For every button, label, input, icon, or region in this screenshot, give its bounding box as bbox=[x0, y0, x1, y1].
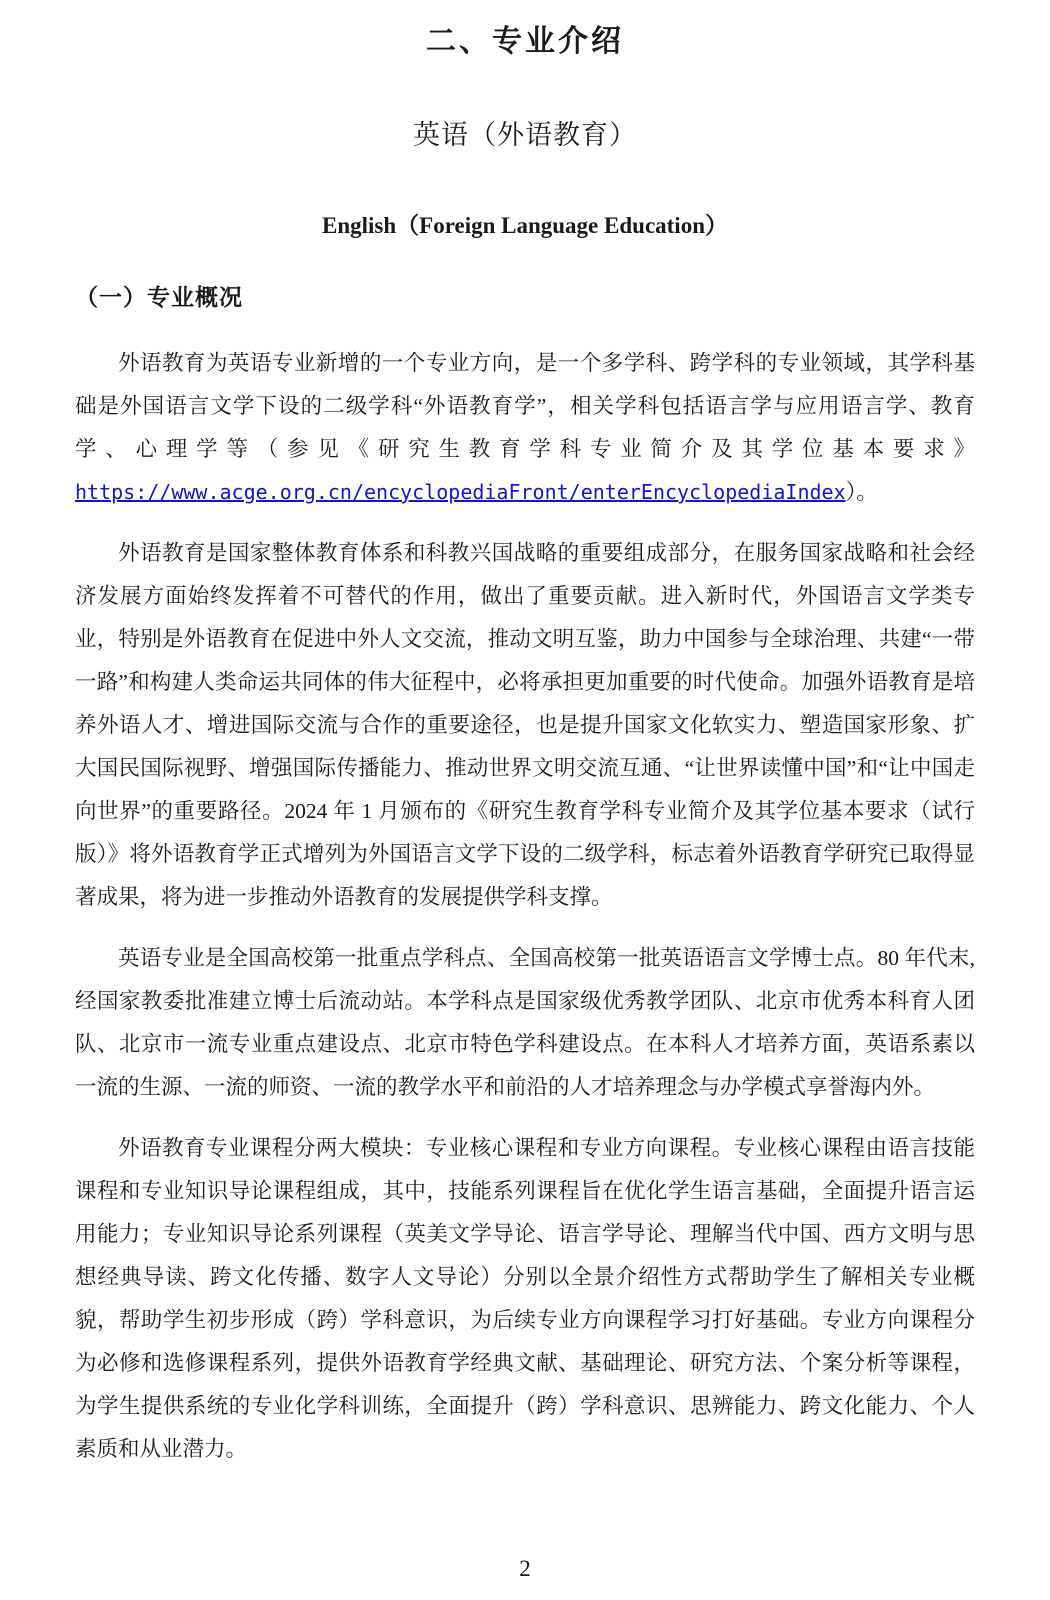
section-heading: （一）专业概况 bbox=[75, 284, 243, 310]
doc-subtitle: 英语（外语教育） bbox=[413, 120, 637, 150]
paragraph-overview-text: 外语教育为英语专业新增的一个专业方向，是一个多学科、跨学科的专业领域，其学科基础是外国语言文学下设的二级学科“外语教育学”，相关学科包括语言学与应用语言学、教育学、心理学等（参见《研究生教育学科专业简介及其学位基本要求》 bbox=[75, 351, 975, 461]
doc-subtitle-en: English（Foreign Language Education） bbox=[322, 213, 728, 238]
doc-title: 二、专业介绍 bbox=[426, 25, 624, 58]
paragraph-program-history: 英语专业是全国高校第一批重点学科点、全国高校第一批英语语言文学博士点。80 年代末,经国家教委批准建立博士后流动站。本学科点是国家级优秀教学团队、北京市优秀本科育人团队、北京市一流专业重点建设点、北京市特色学科建设点。在本科人才培养方面，英语系素以一流的生源、一流的师资、一流的教学水平和前沿的人才培养理念与办学模式享誉海内外。 bbox=[75, 946, 975, 1099]
page-number: 2 bbox=[519, 1556, 531, 1581]
encyclopedia-link[interactable]: https://www.acge.org.cn/encyclopediaFront/enterEncyclopediaIndex bbox=[75, 480, 846, 504]
paragraph-overview bbox=[75, 342, 975, 514]
page-footer bbox=[0, 1556, 1050, 1582]
paragraph-national-strategy: 外语教育是国家整体教育体系和科教兴国战略的重要组成部分，在服务国家战略和社会经济发展方面始终发挥着不可替代的作用，做出了重要贡献。进入新时代，外国语言文学类专业，特别是外语教育在促进中外人文交流，推动文明互鉴，助力中国参与全球治理、共建“一带一路”和构建人类命运共同体的伟大征程中，必将承担更加重要的时代使命。加强外语教育是培养外语人才、增进国际交流与合作的重要途径，也是提升国家文化软实力、塑造国家形象、扩大国民国际视野、增强国际传播能力、推动世界文明交流互通、“让世界读懂中国”和“让中国走向世界”的重要路径。2024 年 1 月颁布的《研究生教育学科专业简介及其学位基本要求（试行版）》将外语教育学正式增列为外国语言文学下设的二级学科，标志着外语教育学研究已取得显著成果，将为进一步推动外语教育的发展提供学科支撑。 bbox=[75, 541, 975, 909]
body-copy bbox=[75, 342, 975, 1471]
paragraph-overview-closing: ）。 bbox=[845, 480, 878, 504]
paragraph-curriculum: 外语教育专业课程分两大模块：专业核心课程和专业方向课程。专业核心课程由语言技能课程和专业知识导论课程组成，其中，技能系列课程旨在优化学生语言基础，全面提升语言运用能力；专业知识导论系列课程（英美文学导论、语言学导论、理解当代中国、西方文明与思想经典导读、跨文化传播、数字人文导论）分别以全景介绍性方式帮助学生了解相关专业概貌，帮助学生初步形成（跨）学科意识，为后续专业方向课程学习打好基础。专业方向课程分为必修和选修课程系列，提供外语教育学经典文献、基础理论、研究方法、个案分析等课程，为学生提供系统的专业化学科训练，全面提升（跨）学科意识、思辨能力、跨文化能力、个人素质和从业潜力。 bbox=[75, 1136, 975, 1461]
